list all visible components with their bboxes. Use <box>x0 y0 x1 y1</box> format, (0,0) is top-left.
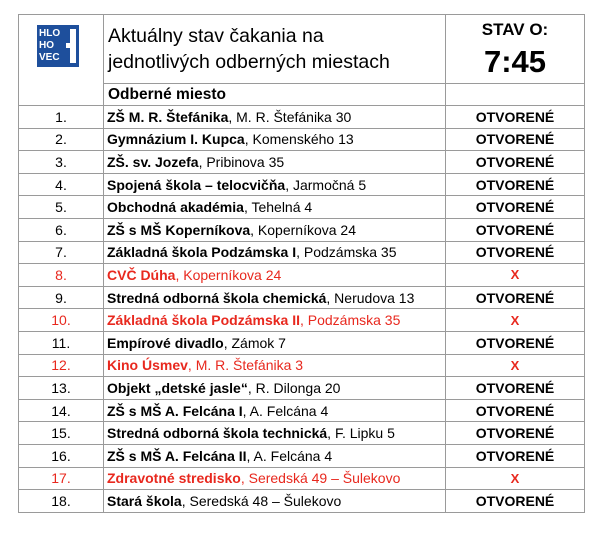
place-name: Stará škola <box>107 492 182 509</box>
status-badge: OTVORENÉ <box>446 422 585 445</box>
place-name: CVČ Dúha <box>107 266 176 283</box>
status-badge: OTVORENÉ <box>446 444 585 467</box>
row-number: 4. <box>19 173 104 196</box>
place-cell <box>104 490 446 513</box>
place-cell <box>104 241 446 264</box>
status-badge: OTVORENÉ <box>446 151 585 174</box>
table-row <box>19 422 585 445</box>
row-number: 6. <box>19 218 104 241</box>
table-row <box>19 309 585 332</box>
table-row <box>19 467 585 490</box>
status-badge: X <box>446 309 585 332</box>
table-row <box>19 377 585 400</box>
place-name: Empírové divadlo <box>107 334 224 351</box>
status-badge: OTVORENÉ <box>446 490 585 513</box>
row-number: 18. <box>19 490 104 513</box>
place-cell <box>104 309 446 332</box>
row-number: 3. <box>19 151 104 174</box>
status-badge: OTVORENÉ <box>446 241 585 264</box>
row-number: 13. <box>19 377 104 400</box>
place-address: , Komenského 13 <box>244 131 354 148</box>
place-cell <box>104 354 446 377</box>
status-badge: OTVORENÉ <box>446 331 585 354</box>
row-number: 1. <box>19 106 104 129</box>
place-name: ZŠ. sv. Jozefa <box>107 153 199 170</box>
table-row <box>19 173 585 196</box>
table-row <box>19 106 585 129</box>
table-row <box>19 444 585 467</box>
row-number: 2. <box>19 128 104 151</box>
row-number: 14. <box>19 399 104 422</box>
logo-cell <box>19 15 104 106</box>
status-time-label: STAV O: <box>481 20 549 39</box>
title-cell <box>104 15 446 84</box>
table-row <box>19 490 585 513</box>
logo-notch-shape <box>66 43 70 48</box>
place-cell <box>104 264 446 287</box>
place-cell <box>104 377 446 400</box>
page-title-line: Aktuálny stav čakania na <box>108 25 324 47</box>
column-header-empty <box>446 84 585 106</box>
place-name: Stredná odborná škola technická <box>107 425 328 442</box>
status-badge: OTVORENÉ <box>446 128 585 151</box>
row-number: 7. <box>19 241 104 264</box>
logo-text-line: HLO <box>39 28 61 39</box>
logo-text-line: HO <box>39 40 54 51</box>
status-time-cell <box>446 15 585 84</box>
status-badge: OTVORENÉ <box>446 377 585 400</box>
place-address: , M. R. Štefánika 3 <box>187 357 304 374</box>
status-badge: X <box>446 354 585 377</box>
place-address: , R. Dilonga 20 <box>247 379 341 396</box>
place-cell <box>104 196 446 219</box>
row-number: 5. <box>19 196 104 219</box>
place-name: Spojená škola – telocvičňa <box>107 176 286 193</box>
table-row <box>19 264 585 287</box>
place-cell <box>104 331 446 354</box>
place-name: ZŠ s MŠ A. Felcána II <box>107 447 247 464</box>
place-address: , A. Felcána 4 <box>242 402 329 419</box>
status-time-value: 7:45 <box>483 44 547 79</box>
table-row <box>19 196 585 219</box>
row-number: 15. <box>19 422 104 445</box>
place-cell <box>104 422 446 445</box>
place-name: Stredná odborná škola chemická <box>107 289 327 306</box>
logo-text-line: VEC <box>39 52 60 63</box>
place-address: , F. Lipku 5 <box>327 425 395 442</box>
place-name: ZŠ s MŠ Koperníkova <box>107 221 251 238</box>
page-title-line: jednotlivých odberných miestach <box>108 51 390 73</box>
place-address: , Koperníkova 24 <box>250 221 357 238</box>
table-row <box>19 128 585 151</box>
place-address: , M. R. Štefánika 30 <box>228 108 352 125</box>
place-address: , Podzámska 35 <box>299 312 401 329</box>
place-name: ZŠ s MŠ A. Felcána I <box>107 402 243 419</box>
waiting-status-table <box>18 14 585 513</box>
place-cell <box>104 128 446 151</box>
place-name: Základná škola Podzámska II <box>107 312 300 329</box>
place-address: , Seredská 48 – Šulekovo <box>181 492 342 509</box>
place-cell <box>104 151 446 174</box>
place-name: Kino Úsmev <box>107 357 188 374</box>
place-address: , Pribinova 35 <box>198 153 285 170</box>
place-address: , Koperníkova 24 <box>175 266 282 283</box>
place-name: Obchodná akadémia <box>107 199 244 216</box>
place-name: Gymnázium I. Kupca <box>107 131 245 148</box>
status-badge: OTVORENÉ <box>446 173 585 196</box>
row-number: 8. <box>19 264 104 287</box>
table-row <box>19 151 585 174</box>
place-address: , A. Felcána 4 <box>246 447 333 464</box>
place-cell <box>104 399 446 422</box>
logo-bar-shape <box>70 29 76 63</box>
hlohovec-logo <box>37 25 79 67</box>
table-row <box>19 354 585 377</box>
place-address: , Nerudova 13 <box>326 289 415 306</box>
place-cell <box>104 173 446 196</box>
place-cell <box>104 444 446 467</box>
place-address: , Tehelná 4 <box>243 199 313 216</box>
place-address: , Podzámska 35 <box>296 244 397 261</box>
row-number: 11. <box>19 331 104 354</box>
status-badge: OTVORENÉ <box>446 218 585 241</box>
place-cell <box>104 467 446 490</box>
row-number: 9. <box>19 286 104 309</box>
place-name: ZŠ M. R. Štefánika <box>107 108 229 125</box>
status-badge: X <box>446 467 585 490</box>
place-cell <box>104 218 446 241</box>
header-row <box>19 15 585 84</box>
table-row <box>19 286 585 309</box>
table-row <box>19 399 585 422</box>
table-row <box>19 331 585 354</box>
table-row <box>19 241 585 264</box>
status-badge: OTVORENÉ <box>446 286 585 309</box>
table-row <box>19 218 585 241</box>
place-name: Základná škola Podzámska I <box>107 244 297 261</box>
status-badge: OTVORENÉ <box>446 399 585 422</box>
column-header-place: Odberné miesto <box>104 84 446 106</box>
row-number: 10. <box>19 309 104 332</box>
row-number: 17. <box>19 467 104 490</box>
place-name: Objekt „detské jasle“ <box>107 379 248 396</box>
status-badge: OTVORENÉ <box>446 196 585 219</box>
place-address: , Seredská 49 – Šulekovo <box>240 470 401 487</box>
place-address: , Zámok 7 <box>223 334 286 351</box>
status-badge: X <box>446 264 585 287</box>
row-number: 16. <box>19 444 104 467</box>
row-number: 12. <box>19 354 104 377</box>
place-name: Zdravotné stredisko <box>107 470 241 487</box>
place-cell <box>104 106 446 129</box>
status-badge: OTVORENÉ <box>446 106 585 129</box>
place-cell <box>104 286 446 309</box>
place-address: , Jarmočná 5 <box>285 176 367 193</box>
